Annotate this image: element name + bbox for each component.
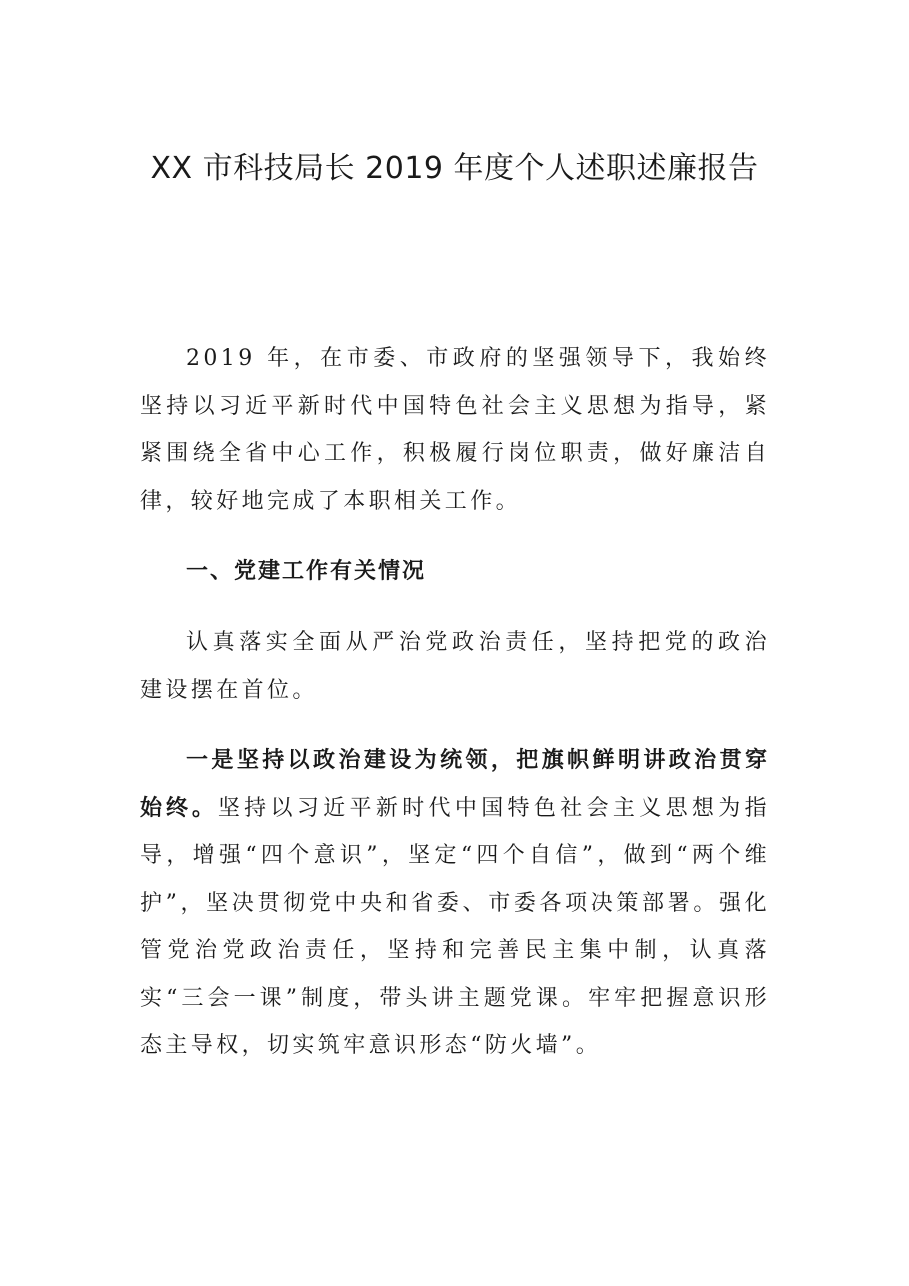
point-one-paragraph	[140, 737, 770, 1070]
document-title: XX 市科技局长 2019 年度个人述职述廉报告	[150, 151, 759, 186]
point-one-lead: 一是坚持以政治建设为统领，把旗帜鲜明讲政治贯穿始终。	[140, 748, 770, 821]
section-summary-paragraph: 认真落实全面从严治党政治责任，坚持把党的政治建设摆在首位。	[140, 630, 770, 703]
point-one-body: 坚持以习近平新时代中国特色社会主义思想为指导，增强“四个意识”，坚定“四个自信”，做到“两个维护”，坚决贯彻党中央和省委、市委各项决策部署。强化管党治党政治责任，坚持和完善民主集中制，认真落实“三会一课”制度，带头讲主题党课。牢牢把握意识形态主导权，切实筑牢意识形态“防火墙”。	[140, 795, 770, 1058]
intro-paragraph: 2019 年，在市委、市政府的坚强领导下，我始终坚持以习近平新时代中国特色社会主义思想为指导，紧紧围绕全省中心工作，积极履行岗位职责，做好廉洁自律，较好地完成了本职相关工作。	[140, 346, 770, 514]
section-heading: 一、党建工作有关情况	[186, 559, 427, 584]
